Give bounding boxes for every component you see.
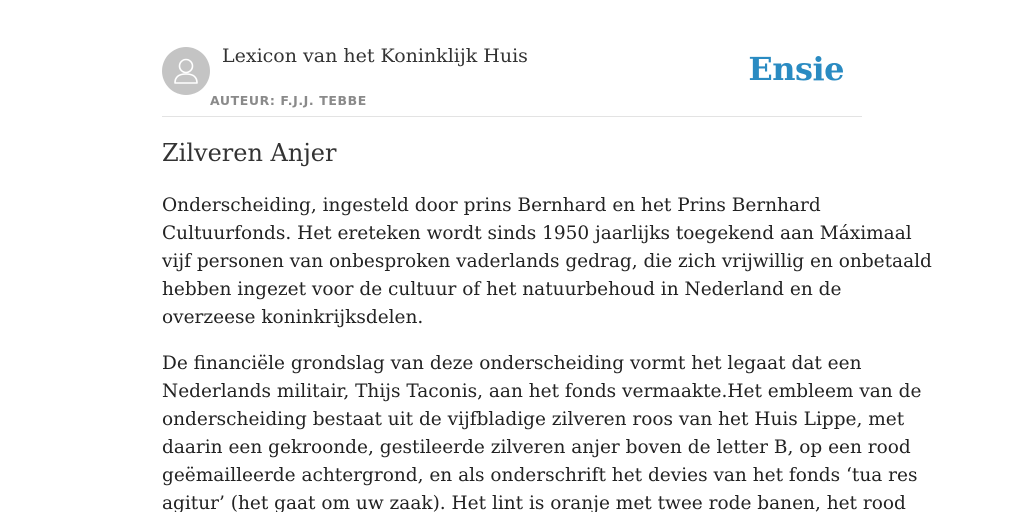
author-avatar [162,47,210,95]
text-line: hebben ingezet voor de cultuur of het natuurbehoud in Nederland en de [162,279,842,300]
text-line: Onderscheiding, ingesteld door prins Bernhard en het Prins Bernhard [162,195,821,216]
paragraph-2 [162,350,922,512]
text-line: Cultuurfonds. Het ereteken wordt sinds 1950 jaarlijks toegekend aan Máximaal [162,223,912,244]
user-icon [162,47,210,95]
text-line: geëmailleerde achtergrond, en als onderschrift het devies van het fonds ‘tua res [162,465,918,486]
text-line: agitur’ (het gaat om uw zaak). Het lint is oranje met twee rode banen, het rood [162,493,906,512]
text-line: Nederlands militair, Thijs Taconis, aan het fonds vermaakte.Het embleem van de [162,381,922,402]
brand-logo[interactable]: Ensie [748,50,844,88]
text-line: overzeese koninkrijksdelen. [162,307,424,328]
header [162,0,862,117]
page [162,0,932,512]
author-label[interactable]: AUTEUR: F.J.J. TEBBE [210,93,367,108]
text-line: De financiële grondslag van deze onderscheiding vormt het legaat dat een [162,353,862,374]
text-line: vijf personen van onbesproken vaderlands gedrag, die zich vrijwillig en onbetaald [162,251,932,272]
text-line: onderscheiding bestaat uit de vijfbladige zilveren roos van het Huis Lippe, met [162,409,905,430]
entry-title: Zilveren Anjer [162,139,337,167]
text-line: daarin een gekroonde, gestileerde zilveren anjer boven de letter B, op een rood [162,437,911,458]
paragraph-1 [162,192,932,332]
book-title[interactable]: Lexicon van het Koninklijk Huis [222,45,528,67]
entry-body [162,192,932,512]
